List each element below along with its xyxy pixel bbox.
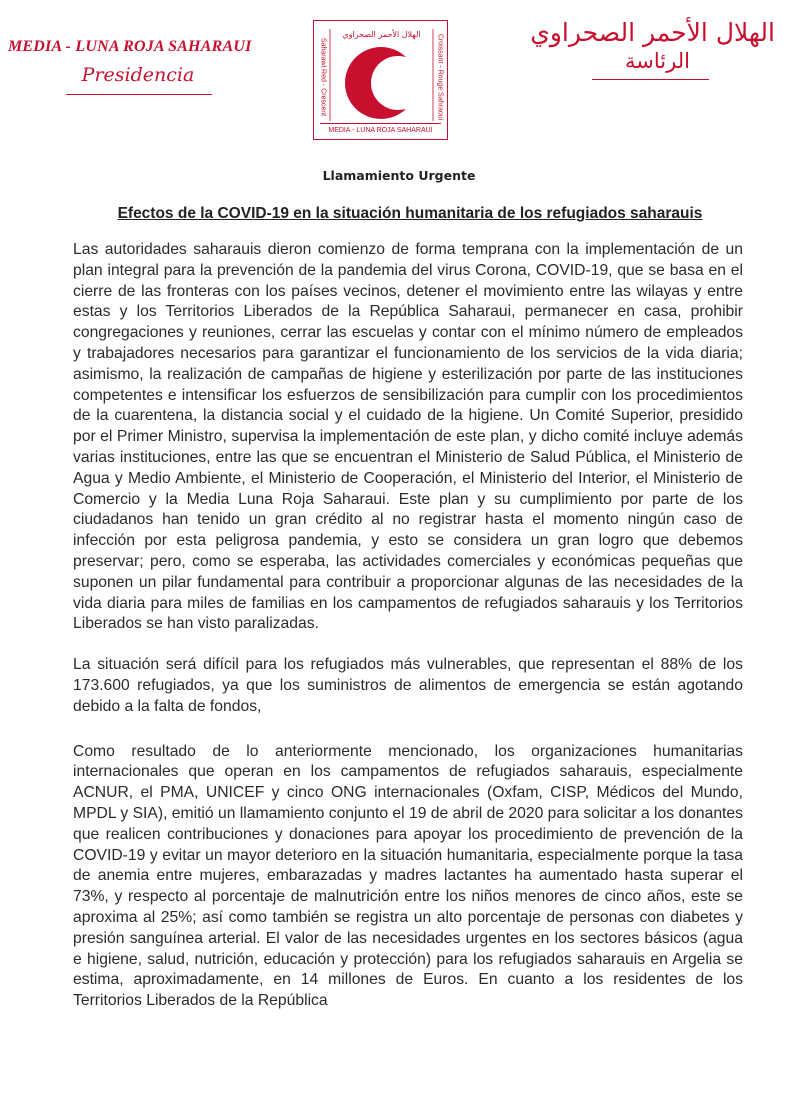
organization-name-spanish: MEDIA - LUNA ROJA SAHARAUI [8,38,252,55]
body-paragraph-3: Como resultado de lo anteriormente mencionado, los organizaciones humanitarias internacionales que operan en los campamentos de refugiados saharauis, especialmente ACNUR, el PMA, UNICEF y cinco ONG internacionales (Oxfam, CISP, Médicos del Mundo, MPDL y SIA), emitió un llamamiento conjunto el 19 de abril de 2020 para solicitar a los donantes que realicen contribuciones y donaciones para apoyar los procedimiento de prevención de la COVID-19 y evitar un mayor deterioro en la situación humanitaria, especialmente porque la tasa de anemia entre mujeres, embarazadas y madres lactantes ha aumentado hasta superar el 73%, y respecto al porcentaje de malnutrición entre los niños menores de cinco años, este se aproxima al 25%; así como también se registra un alto porcentaje de personas con diabetes y presión sanguínea arterial. El valor de las necesidades urgentes en los sectores básicos (agua e higiene, salud, nutrición, educación y protección) para los refugiados saharauis en Argelia se estima, aproximadamente, en 14 millones de Euros. En cuanto a los residentes de los Territorios Liberados de la República [73,742,743,1010]
document-body [73,240,743,1034]
red-crescent-logo [313,20,448,140]
document-title: Efectos de la COVID-19 en la situación humanitaria de los refugiados saharauis [117,205,703,222]
body-paragraph-2: La situación será difícil para los refugiados más vulnerables, que representan el 88% de los 173.600 refugiados, ya que los suministros de alimentos de emergencia se están agotando debido a la falta de fondos, [73,656,743,715]
department-name-arabic: الرئاسة [625,49,690,73]
department-name-spanish: Presidencia [81,64,195,86]
letterhead-right [530,18,775,80]
letterhead-left [8,38,252,95]
body-paragraph-1: Las autoridades saharauis dieron comienzo de forma temprana con la implementación de un plan integral para la prevención de la pandemia del virus Corona, COVID-19, que se basa en el cierre de las fronteras con los países vecinos, detener el movimiento entre las wilayas y entre estas y los Territorios Liberados de la República Saharaui, permanecer en casa, prohibir congregaciones y reuniones, cerrar las escuelas y contar con el mínimo número de empleados y trabajadores necesarios para garantizar el funcionamiento de los servicios de la vida diaria; asimismo, la realización de campañas de higiene y esterilización por parte de las instituciones competentes e intensificar los esfuerzos de sensibilización para cumplir con los procedimientos de la cuarentena, la distancia social y el cuidado de la higiene. Un Comité Superior, presidido por el Primer Ministro, supervisa la implementación de este plan, y dicho comité incluye además varias instituciones, entre las que se encuentran el Ministerio de Salud Pública, el Ministerio de Agua y Medio Ambiente, el Ministerio de Cooperación, el Ministerio del Interior, el Ministerio de Comercio y la Media Luna Roja Saharaui. Este plan y su cumplimiento por parte de los ciudadanos han tenido un gran crédito al no registrar hasta el momento ningún caso de infección por esta peligrosa pandemia, y esto se considera un gran logro que debemos preservar; pero, como se esperaba, las actividades comerciales y económicas pequeñas que suponen un pilar fundamental para contribuir a proporcionar algunas de las necesidades de la vida diaria para miles de familias en los campamentos de refugiados saharauis y los Territorios Liberados se han visto paralizadas. [73,241,743,633]
letterhead-left-rule [66,94,212,95]
organization-name-arabic: الهلال الأحمر الصحراوي [530,18,775,47]
letterhead-right-rule [592,79,709,80]
appeal-label: Llamamiento Urgente [322,168,476,183]
logo-spanish-text: MEDIA - LUNA ROJA SAHARAUI [320,123,441,134]
logo-french-text: Croissant - Rouge Sahraoui [436,33,444,121]
logo-english-text: Saharawi Red - Crescent [319,37,327,117]
logo-arabic-text: الهلال الأحمر الصحراوي [342,30,421,39]
